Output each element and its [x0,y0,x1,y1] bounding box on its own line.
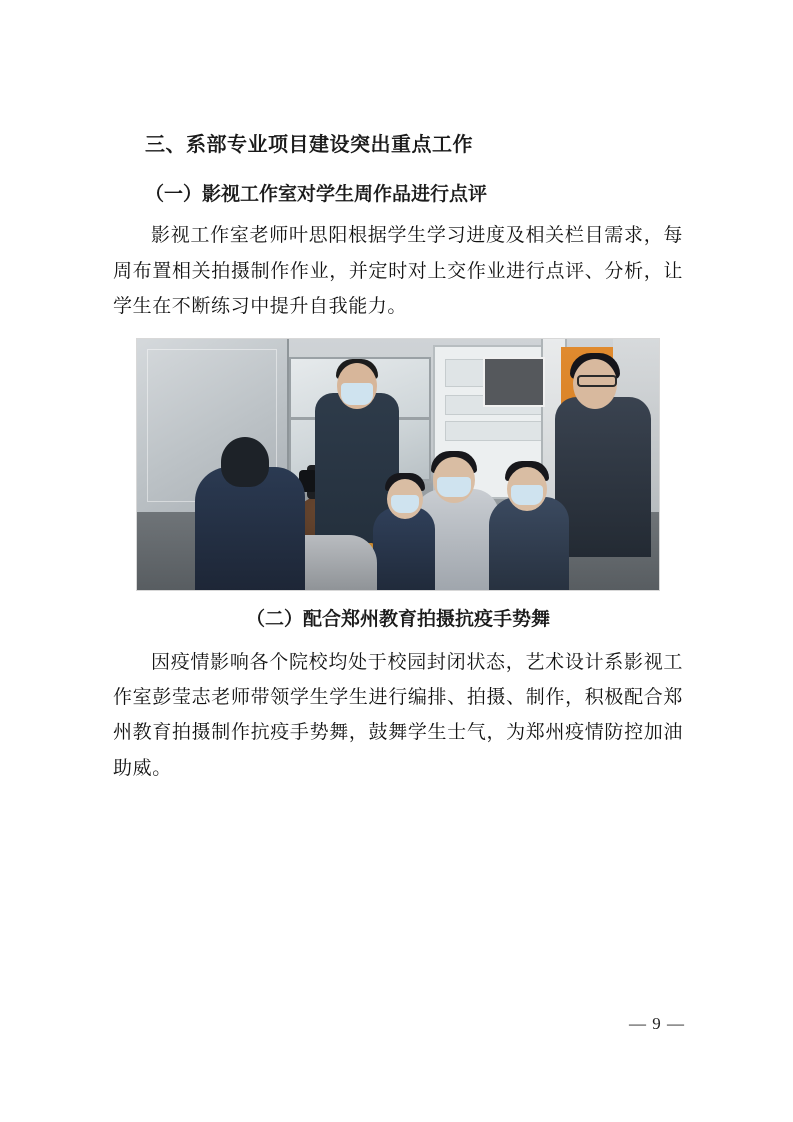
photo-seated-student-mask [391,495,419,513]
page-number: — 9 — [629,1014,685,1033]
photo-standing-student-body [555,397,651,557]
page-content [113,130,683,792]
subsection-heading-one: （一）影视工作室对学生周作品进行点评 [145,184,488,205]
photo-whiteboard-note [445,421,543,441]
photo-seated-student-body [373,507,435,591]
paragraph-one: 影视工作室老师叶思阳根据学生学习进度及相关栏目需求，每周布置相关拍摄制作作业，并定时对上交作业进行点评、分析，让学生在不断练习中提升自我能力。 [113,225,683,317]
figure-block [113,338,683,591]
photo-dark-board [483,357,545,407]
photo-seated-student-mask [437,477,471,497]
section-heading-main: 三、系部专业项目建设突出重点工作 [145,134,473,156]
paragraph-two: 因疫情影响各个院校均处于校园封闭状态，艺术设计系影视工作室彭莹志老师带领学生学生进行编排、拍摄、制作，积极配合郑州教育拍摄制作抗疫手势舞，鼓舞学生士气，为郑州疫情防控加油助威。 [113,652,683,779]
photo-standing-student-glasses [577,375,617,387]
photo-foreground-student-head [221,437,269,487]
subsection-heading-two: （二）配合郑州教育拍摄抗疫手势舞 [245,608,550,630]
photo-seated-student-body [489,497,569,591]
photo-seated-student-mask [511,485,543,505]
photo-teacher-mask [341,383,373,405]
photo-classroom-review [136,338,660,591]
